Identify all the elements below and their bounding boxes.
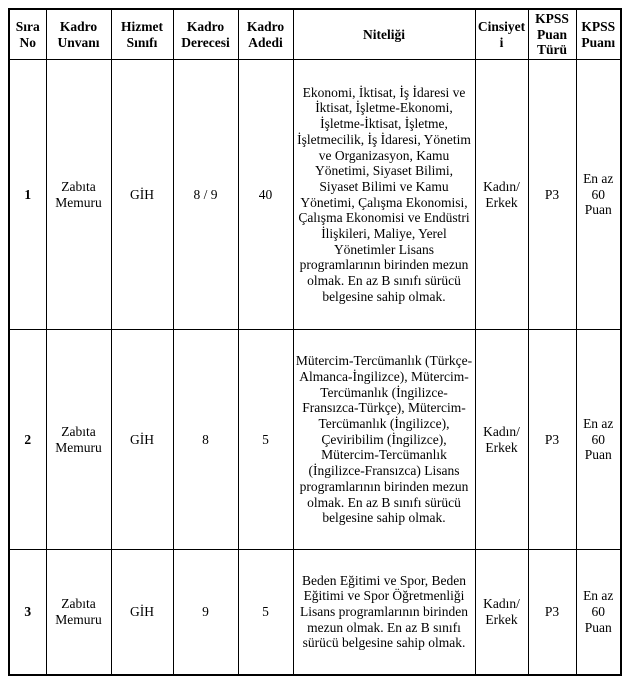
cell-kpss-puani: En az 60 Puan bbox=[576, 330, 621, 550]
col-header-niteligi: Niteliği bbox=[293, 9, 475, 60]
cell-kadro-adedi: 5 bbox=[238, 550, 293, 675]
cell-niteligi: Ekonomi, İktisat, İş İdaresi ve İktisat, İşletme-Ekonomi, İşletme-İktisat, İşletme, İşletmecilik, İş İdaresi, Yönetim ve Organizasyon, Kamu Yönetimi, Siyaset Bilimi, Siyaset Bilimi ve Kamu Yönetimi, Çalışma Ekonomisi, Çalışma Ekonomisi ve Endüstri İlişkileri, Maliye, Yerel Yönetimler Lisans programlarının birinden mezun olmak. En az B sınıfı sürücü belgesine sahip olmak. bbox=[293, 60, 475, 330]
col-header-kpss-puani: KPSS Puanı bbox=[576, 9, 621, 60]
cell-kadro-adedi: 5 bbox=[238, 330, 293, 550]
cell-hizmet-sinifi: GİH bbox=[111, 330, 173, 550]
table-row bbox=[9, 550, 621, 675]
cell-hizmet-sinifi: GİH bbox=[111, 550, 173, 675]
cell-cinsiyeti: Kadın/ Erkek bbox=[475, 330, 528, 550]
col-header-kpss-puan-turu: KPSS Puan Türü bbox=[528, 9, 576, 60]
job-posting-table bbox=[8, 8, 622, 676]
cell-niteligi: Beden Eğitimi ve Spor, Beden Eğitimi ve Spor Öğretmenliği Lisans programlarının birinden mezun olmak. En az B sınıfı sürücü belgesine sahip olmak. bbox=[293, 550, 475, 675]
col-header-kadro-unvani: Kadro Unvanı bbox=[46, 9, 111, 60]
cell-hizmet-sinifi: GİH bbox=[111, 60, 173, 330]
cell-sira-no: 3 bbox=[9, 550, 46, 675]
cell-kpss-puani: En az 60 Puan bbox=[576, 550, 621, 675]
cell-kpss-puan-turu: P3 bbox=[528, 550, 576, 675]
col-header-hizmet-sinifi: Hizmet Sınıfı bbox=[111, 9, 173, 60]
table-row bbox=[9, 60, 621, 330]
col-header-kadro-adedi: Kadro Adedi bbox=[238, 9, 293, 60]
cell-cinsiyeti: Kadın/ Erkek bbox=[475, 550, 528, 675]
cell-kadro-derecesi: 8 bbox=[173, 330, 238, 550]
col-header-sira-no: Sıra No bbox=[9, 9, 46, 60]
cell-cinsiyeti: Kadın/ Erkek bbox=[475, 60, 528, 330]
cell-kadro-derecesi: 9 bbox=[173, 550, 238, 675]
cell-sira-no: 1 bbox=[9, 60, 46, 330]
cell-kadro-unvani: Zabıta Memuru bbox=[46, 550, 111, 675]
table-header-row bbox=[9, 9, 621, 60]
cell-sira-no: 2 bbox=[9, 330, 46, 550]
cell-kadro-adedi: 40 bbox=[238, 60, 293, 330]
cell-niteligi: Mütercim-Tercümanlık (Türkçe-Almanca-İngilizce), Mütercim-Tercümanlık (İngilizce-Fransızca-Türkçe), Mütercim-Tercümanlık (İngilizce), Çeviribilim (İngilizce), Mütercim-Tercümanlık (İngilizce-Fransızca) Lisans programlarının birinden mezun olmak. En az B sınıfı sürücü belgesine sahip olmak. bbox=[293, 330, 475, 550]
col-header-cinsiyeti: Cinsiyeti bbox=[475, 9, 528, 60]
cell-kpss-puan-turu: P3 bbox=[528, 60, 576, 330]
cell-kadro-derecesi: 8 / 9 bbox=[173, 60, 238, 330]
cell-kadro-unvani: Zabıta Memuru bbox=[46, 60, 111, 330]
cell-kadro-unvani: Zabıta Memuru bbox=[46, 330, 111, 550]
col-header-kadro-derecesi: Kadro Derecesi bbox=[173, 9, 238, 60]
cell-kpss-puani: En az 60 Puan bbox=[576, 60, 621, 330]
table-row bbox=[9, 330, 621, 550]
cell-kpss-puan-turu: P3 bbox=[528, 330, 576, 550]
